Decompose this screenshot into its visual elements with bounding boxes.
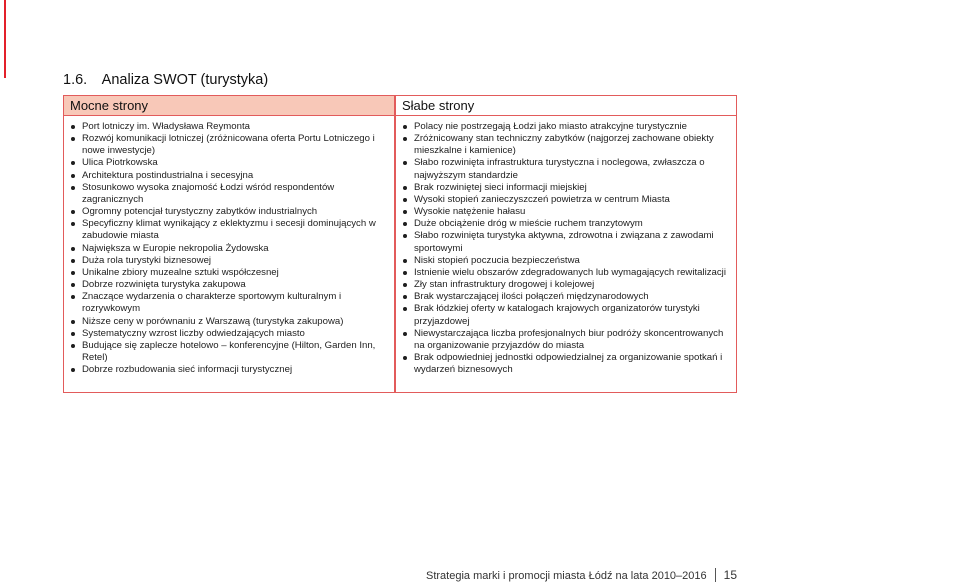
list-item: Port lotniczy im. Władysława Reymonta (70, 121, 386, 133)
section-heading: 1.6. Analiza SWOT (turystyka) (63, 72, 269, 88)
swot-table (63, 95, 737, 393)
list-item: Dobrze rozwinięta turystyka zakupowa (70, 279, 386, 291)
list-item: Wysokie natężenie hałasu (402, 206, 728, 218)
list-item: Zróżnicowany stan techniczny zabytków (najgorzej zachowane obiekty mieszkalne i kamienice) (402, 133, 728, 157)
list-item: Brak odpowiedniej jednostki odpowiedzialnej za organizowanie spotkań i wydarzeń biznesowych (402, 352, 728, 376)
list-item: Polacy nie postrzegają Łodzi jako miasto atrakcyjne turystycznie (402, 121, 728, 133)
list-item: Dobrze rozbudowania sieć informacji turystycznej (70, 364, 386, 376)
list-item: Słabo rozwinięta infrastruktura turystyczna i noclegowa, zwłaszcza o najwyższym standardzie (402, 157, 728, 181)
footer-title: Strategia marki i promocji miasta Łódź na lata 2010–2016 (425, 570, 707, 582)
list-item: Architektura postindustrialna i secesyjna (70, 170, 386, 182)
footer-divider (715, 568, 716, 582)
list-item: Największa w Europie nekropolia Żydowska (70, 243, 386, 255)
list-item: Niski stopień poczucia bezpieczeństwa (402, 255, 728, 267)
list-item: Unikalne zbiory muzealne sztuki współczesnej (70, 267, 386, 279)
list-item: Brak rozwiniętej sieci informacji miejskiej (402, 182, 728, 194)
list-item: Budujące się zaplecze hotelowo – konferencyjne (Hilton, Garden Inn, Retel) (70, 340, 386, 364)
list-item: Niewystarczająca liczba profesjonalnych biur podróży skoncentrowanych na organizowanie przyjazdów do miasta (402, 328, 728, 352)
list-item: Specyficzny klimat wynikający z eklektyzmu i secesji dominujących w zabudowie miasta (70, 218, 386, 242)
list-item: Znaczące wydarzenia o charakterze sportowym kulturalnym i rozrywkowym (70, 291, 386, 315)
strengths-column (64, 96, 396, 392)
list-item: Stosunkowo wysoka znajomość Łodzi wśród respondentów zagranicznych (70, 182, 386, 206)
list-item: Brak łódzkiej oferty w katalogach krajowych organizatorów turystyki przyjazdowej (402, 303, 728, 327)
strengths-list (64, 116, 394, 376)
list-item: Systematyczny wzrost liczby odwiedzających miasto (70, 328, 386, 340)
list-item: Brak wystarczającej ilości połączeń międzynarodowych (402, 291, 728, 303)
weaknesses-list (396, 116, 736, 376)
weaknesses-title: Słabe strony (396, 96, 736, 116)
list-item: Istnienie wielu obszarów zdegradowanych lub wymagających rewitalizacji (402, 267, 728, 279)
list-item: Niższe ceny w porównaniu z Warszawą (turystyka zakupowa) (70, 316, 386, 328)
list-item: Rozwój komunikacji lotniczej (zróżnicowana oferta Portu Lotniczego i nowe inwestycje) (70, 133, 386, 157)
red-margin-rule (4, 0, 6, 78)
list-item: Duża rola turystyki biznesowej (70, 255, 386, 267)
list-item: Ogromny potencjał turystyczny zabytków industrialnych (70, 206, 386, 218)
list-item: Duże obciążenie dróg w mieście ruchem tranzytowym (402, 218, 728, 230)
list-item: Zły stan infrastruktury drogowej i kolejowej (402, 279, 728, 291)
page-number: 15 (723, 568, 737, 582)
list-item: Ulica Piotrkowska (70, 157, 386, 169)
strengths-title: Mocne strony (64, 96, 394, 116)
list-item: Wysoki stopień zanieczyszczeń powietrza w centrum Miasta (402, 194, 728, 206)
list-item: Słabo rozwinięta turystyka aktywna, zdrowotna i związana z zawodami sportowymi (402, 230, 728, 254)
weaknesses-column (396, 96, 736, 392)
